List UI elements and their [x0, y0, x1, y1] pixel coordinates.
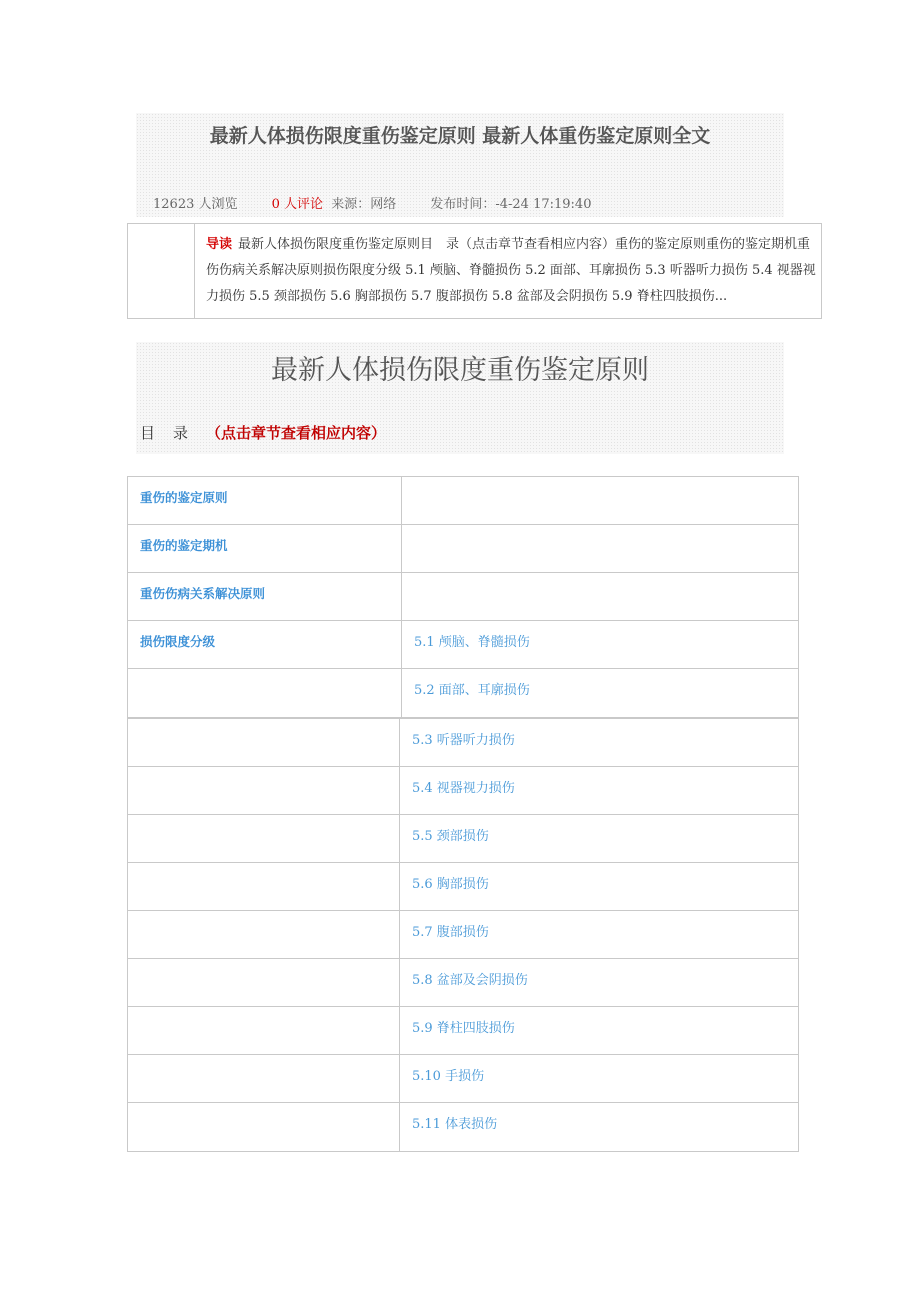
- toc-link-5-10[interactable]: 5.10 手损伤: [412, 1069, 485, 1084]
- table-row: [128, 621, 798, 669]
- table-row: [128, 1103, 798, 1151]
- toc-link-5-7[interactable]: 5.7 腹部损伤: [412, 925, 489, 940]
- toc-heading: [140, 422, 386, 443]
- empty-cell: [128, 1103, 400, 1151]
- toc-link-injury-disease-relation[interactable]: 重伤伤病关系解决原则: [140, 586, 266, 601]
- empty-cell: [128, 959, 400, 1006]
- empty-cell: [128, 719, 400, 766]
- source-label: 来源：网络: [331, 197, 397, 212]
- article-header: [136, 113, 784, 217]
- toc-link-appraisal-timing[interactable]: 重伤的鉴定期机: [140, 538, 228, 553]
- toc-table-primary: [127, 476, 799, 718]
- table-row: [128, 477, 798, 525]
- empty-cell: [128, 911, 400, 958]
- table-row: [128, 863, 798, 911]
- toc-label: 目录: [140, 424, 207, 442]
- toc-link-5-5[interactable]: 5.5 颈部损伤: [412, 829, 489, 844]
- toc-link-5-3[interactable]: 5.3 听器听力损伤: [412, 733, 515, 748]
- toc-link-appraisal-principles[interactable]: 重伤的鉴定原则: [140, 490, 228, 505]
- publish-time: 发布时间：-4-24 17:19:40: [430, 197, 592, 212]
- toc-link-5-8[interactable]: 5.8 盆部及会阴损伤: [412, 973, 528, 988]
- table-row: [128, 1007, 798, 1055]
- toc-link-5-9[interactable]: 5.9 脊柱四肢损伤: [412, 1021, 515, 1036]
- toc-link-5-11[interactable]: 5.11 体表损伤: [412, 1117, 498, 1132]
- intro-box: [127, 223, 822, 319]
- toc-link-5-4[interactable]: 5.4 视器视力损伤: [412, 781, 515, 796]
- toc-link-5-6[interactable]: 5.6 胸部损伤: [412, 877, 489, 892]
- table-row: [128, 525, 798, 573]
- intro-body: 最新人体损伤限度重伤鉴定原则目 录（点击章节查看相应内容）重伤的鉴定原则重伤的鉴定期机重伤伤病关系解决原则损伤限度分级 5.1 颅脑、脊髓损伤 5.2 面部、耳廓损伤 5.3 听器听力损伤 5.4 视器视力损伤 5.5 颈部损伤 5.6 胸部损伤 5.7 腹部损伤 5.8 盆部及会阴损伤 5.9 脊柱四肢损伤...: [206, 237, 816, 304]
- table-row: [128, 767, 798, 815]
- toc-link-5-2[interactable]: 5.2 面部、耳廓损伤: [414, 683, 530, 698]
- toc-link-injury-grading[interactable]: 损伤限度分级: [140, 634, 216, 649]
- empty-cell: [128, 1055, 400, 1102]
- table-row: [128, 669, 798, 717]
- article-title: 最新人体损伤限度重伤鉴定原则 最新人体重伤鉴定原则全文: [209, 125, 711, 147]
- empty-cell: [128, 1007, 400, 1054]
- empty-cell: [128, 815, 400, 862]
- main-title: 最新人体损伤限度重伤鉴定原则: [271, 355, 649, 386]
- article-meta: [153, 193, 595, 212]
- view-count: 12623 人浏览: [153, 197, 238, 212]
- table-row: [128, 573, 798, 621]
- empty-cell: [128, 863, 400, 910]
- intro-thumbnail-cell: [128, 224, 195, 318]
- table-row: [128, 719, 798, 767]
- empty-cell: [128, 767, 400, 814]
- comment-count-link[interactable]: 0 人评论: [271, 197, 324, 212]
- toc-table-secondary: [127, 718, 799, 1152]
- table-row: [128, 1055, 798, 1103]
- intro-lead-label: 导读: [206, 237, 233, 252]
- table-row: [128, 959, 798, 1007]
- toc-link-5-1[interactable]: 5.1 颅脑、脊髓损伤: [414, 635, 530, 650]
- table-row: [128, 815, 798, 863]
- toc-hint: （点击章节查看相应内容）: [206, 424, 387, 442]
- table-row: [128, 911, 798, 959]
- intro-text: [206, 232, 816, 310]
- main-title-block: [136, 342, 784, 454]
